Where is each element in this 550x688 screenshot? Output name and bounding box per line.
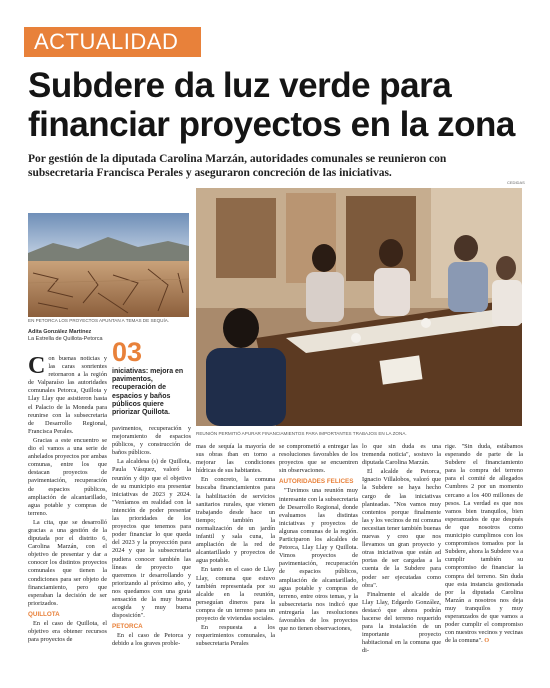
paragraph: se comprometió a entregar las resoluciones favorables de los proyectos que se encuentren sin observaciones.: [279, 443, 358, 475]
column-4: [279, 443, 358, 634]
paragraph: lo que sin duda es una tremenda noticia", sostuvo la diputada Carolina Marzán.: [362, 443, 441, 467]
drought-landscape-photo: [28, 213, 189, 317]
paragraph: El alcalde de Petorca, Ignacio Villalobos, valoró que la Subdere se haya hecho cargo de las iniciativas planteadas. "Nos vamos muy contentos porque finalmente las y los vecinos de mi comuna necesitan tener también buenas nuevas y creo que nos llevamos un gran proyecto y otras iniciativas que están ad portas de ser cargadas a la cuenta de la Subdere para poder ser ejecutadas como obra".: [362, 468, 441, 589]
deck: Por gestión de la diputada Carolina Marzán, autoridades comunales se reunieron con subsecretaria Francisca Perales y aseguraron concreción de las iniciativas.: [28, 153, 447, 179]
sidebox-number: 03: [112, 337, 143, 367]
end-mark-icon: O: [484, 637, 490, 645]
paragraph: Gracias a este encuentro se dio el vamos a una serie de anhelados proyectos por ambas comunas, entre los que destacan proyectos de pavimentación, recuperación de espacios públicos, ampliación de alcantarillado, agua potable y compras de terreno.: [28, 436, 107, 517]
caption-left: EN PETORCA LOS PROYECTOS APUNTAN A TEMAS DE SEQUÍA.: [28, 318, 170, 323]
caption-main: REUNIÓN PERMITIÓ APURAR FINANCIAMIENTOS PARA IMPORTANTES TRABAJOS EN LA ZONA.: [196, 431, 407, 436]
column-3: [196, 443, 275, 649]
meeting-photo: [196, 188, 522, 426]
photo-credit: CEDIDAS: [507, 180, 525, 185]
subhead-autoridades: AUTORIDADES FELICES: [279, 478, 354, 486]
drop-cap: C: [28, 353, 46, 379]
paragraph: En respuesta a los requerimientos comunales, la subsecretaria Perales: [196, 624, 275, 648]
paragraph: Finalmente el alcalde de Llay Llay, Edgardo González, destacó que ahora podrán hacerse del terreno requerido para la instalación de un importante proyecto habitacional en la comuna que di-: [362, 590, 441, 655]
paragraph: mas de sequía la mayoría de sus obras iban en torno a mejorar las condiciones hídricas de sus habitantes.: [196, 443, 275, 475]
column-6: [445, 443, 523, 646]
paragraph: La cita, que se desarrolló gracias a una gestión de la diputada por el distrito 6, Carolina Marzán, con el objetivo de presentar y dar a conocer los distintos proyectos comunales que tienen la condiciones para ser objeto de financiamiento, pero que esperaban la decisión de ser priorizados.: [28, 518, 107, 607]
subhead-quillota: QUILLOTA: [28, 610, 60, 618]
section-tag: ACTUALIDAD: [24, 27, 201, 57]
paragraph: En el caso de Petorca y debido a los graves proble-: [112, 632, 191, 648]
paragraph: En tanto en el caso de Llay Llay, comuna que estuvo también representada por su alcalde en la reunión, perseguían dineros para la compra de un terreno para un proyecto de viviendas sociales.: [196, 566, 275, 622]
paragraph: En concreto, la comuna buscaba financiamientos para la habilitación de servicios sanitarios rurales, que vienen trabajando desde hace un tiempo; también la normalización de un jardín infantil y sala cuna, la ampliación de la red de alcantarillado y proyectos de agua potable.: [196, 476, 275, 565]
paragraph: rige. "Sin duda, estábamos esperando de parte de la Subdere el financiamiento para la compra del terreno para el comité de allegados Cumbres 2 por un momento cercano a los 400 millones de pesos. La verdad es que nos vamos bien tranquilos, bien esperanzados de que después de que nosotros como municipio cumplimos con los compromisos tomados por la Subdere, ahora la Subdere va a cumplir también su compromiso de financiar la compra del terreno. Sin duda que esta instancia gestionada por la diputada Carolina Marzán a nosotros nos deja muy tranquilos y muy esperanzados de que vamos a poder cumplir el compromiso con nuestros vecinos y vecinas de la comuna". O: [445, 443, 523, 645]
author-name: Adita González Martínez: [28, 329, 92, 335]
paragraph: La alcaldesa (s) de Quillota, Paula Vásquez, valoró la reunión y dijo que el objetivo de su municipio era presentar iniciativas de 2023 y 2024. "Veníamos en realidad con la intención de poder presentar las prioridades de los proyectos que tenemos para poder financiar lo que queda del 2023 y la proyección para 2024 y que la subsecretaria pudiera conocer también las líneas de proyecto que queremos ir desarrollando y priorizando al próximo año, y nos quedamos con una grata sensación de la muy buena acogida y muy buena disposición".: [112, 458, 191, 620]
sidebox-text: iniciativas: mejora en pavimentos, recuperación de espacios y baños públicos quiere priorizar Quillota.: [112, 368, 184, 417]
paragraph: pavimentos, recuperación y mejoramiento de espacios públicos, y construcción de baños públicos.: [112, 425, 191, 457]
sidebox: [112, 338, 190, 417]
paragraph: En el caso de Quillota, el objetivo era obtener recursos para proyectos de: [28, 620, 107, 644]
headline: Subdere da luz verde para financiar proyectos en la zona: [28, 66, 515, 144]
paragraph: "Tuvimos una reunión muy interesante con la subsecretaria de Desarrollo Regional, donde evaluamos las distintas iniciativas y proyectos de algunas comunas de la región. Participaron los alcaldes de Petorca, Llay Llay y Quillota. Vimos proyectos de pavimentación, recuperación de espacios públicos, ampliación de alcantarillado, agua potable y compras de terreno, entre otros temas, y la subsecretaria nos indicó que entregaría las resoluciones favorables de los proyectos que no tienen observaciones,: [279, 487, 358, 633]
column-1: [28, 355, 107, 645]
paragraph: Con buenas noticias y las caras sonrientes retornaron a la región de Valparaíso las autoridades comunales Petorca, Quillota y Llay Llay que asistieron hasta el Palacio de la Moneda para reunirse con la subsecretaria de Desarrollo Regional, Francisca Perales.: [28, 353, 107, 435]
author-outlet: La Estrella de Quillota-Petorca: [28, 336, 103, 342]
column-5: [362, 443, 441, 656]
subhead-petorca: PETORCA: [112, 623, 143, 631]
column-2: [112, 425, 191, 650]
